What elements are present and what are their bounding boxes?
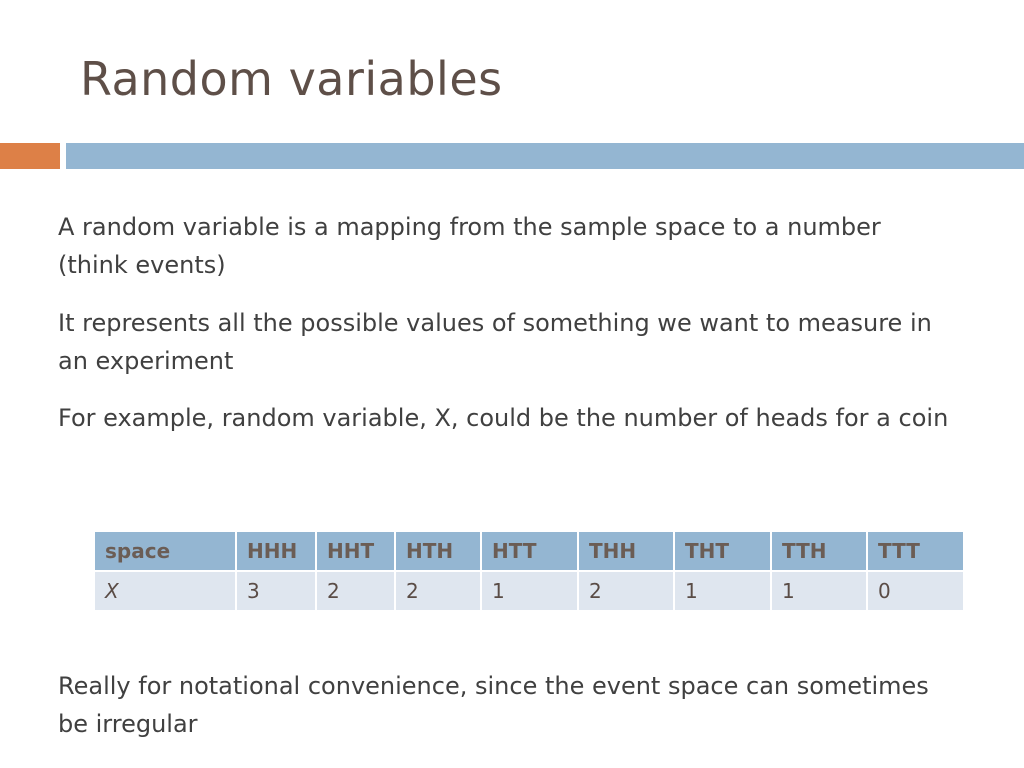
header-cell: THH — [579, 532, 673, 570]
header-cell: HTT — [482, 532, 577, 570]
header-cell: THT — [675, 532, 770, 570]
accent-bar-orange — [0, 143, 60, 169]
header-cell: HHH — [237, 532, 315, 570]
header-cell: space — [95, 532, 235, 570]
header-cell: HHT — [317, 532, 394, 570]
slide-title: Random variables — [80, 52, 503, 106]
row-label: X — [95, 572, 235, 610]
table-header-row — [95, 532, 963, 570]
value-cell: 2 — [396, 572, 480, 610]
paragraph-definition: A random variable is a mapping from the sample space to a number (think events) — [58, 213, 881, 279]
value-cell: 0 — [868, 572, 963, 610]
paragraph-convenience: Really for notational convenience, since the event space can sometimes be irregular — [58, 672, 929, 738]
header-cell: TTH — [772, 532, 866, 570]
paragraph-represents: It represents all the possible values of something we want to measure in an experiment — [58, 309, 932, 375]
value-cell: 2 — [317, 572, 394, 610]
outcome-table — [93, 530, 965, 612]
header-cell: TTT — [868, 532, 963, 570]
paragraph-example: For example, random variable, X, could be the number of heads for a coin — [58, 404, 949, 432]
header-cell: HTH — [396, 532, 480, 570]
accent-bar-blue — [66, 143, 1024, 169]
value-cell: 3 — [237, 572, 315, 610]
value-cell: 1 — [675, 572, 770, 610]
value-cell: 1 — [772, 572, 866, 610]
table-row — [95, 572, 963, 610]
value-cell: 2 — [579, 572, 673, 610]
value-cell: 1 — [482, 572, 577, 610]
